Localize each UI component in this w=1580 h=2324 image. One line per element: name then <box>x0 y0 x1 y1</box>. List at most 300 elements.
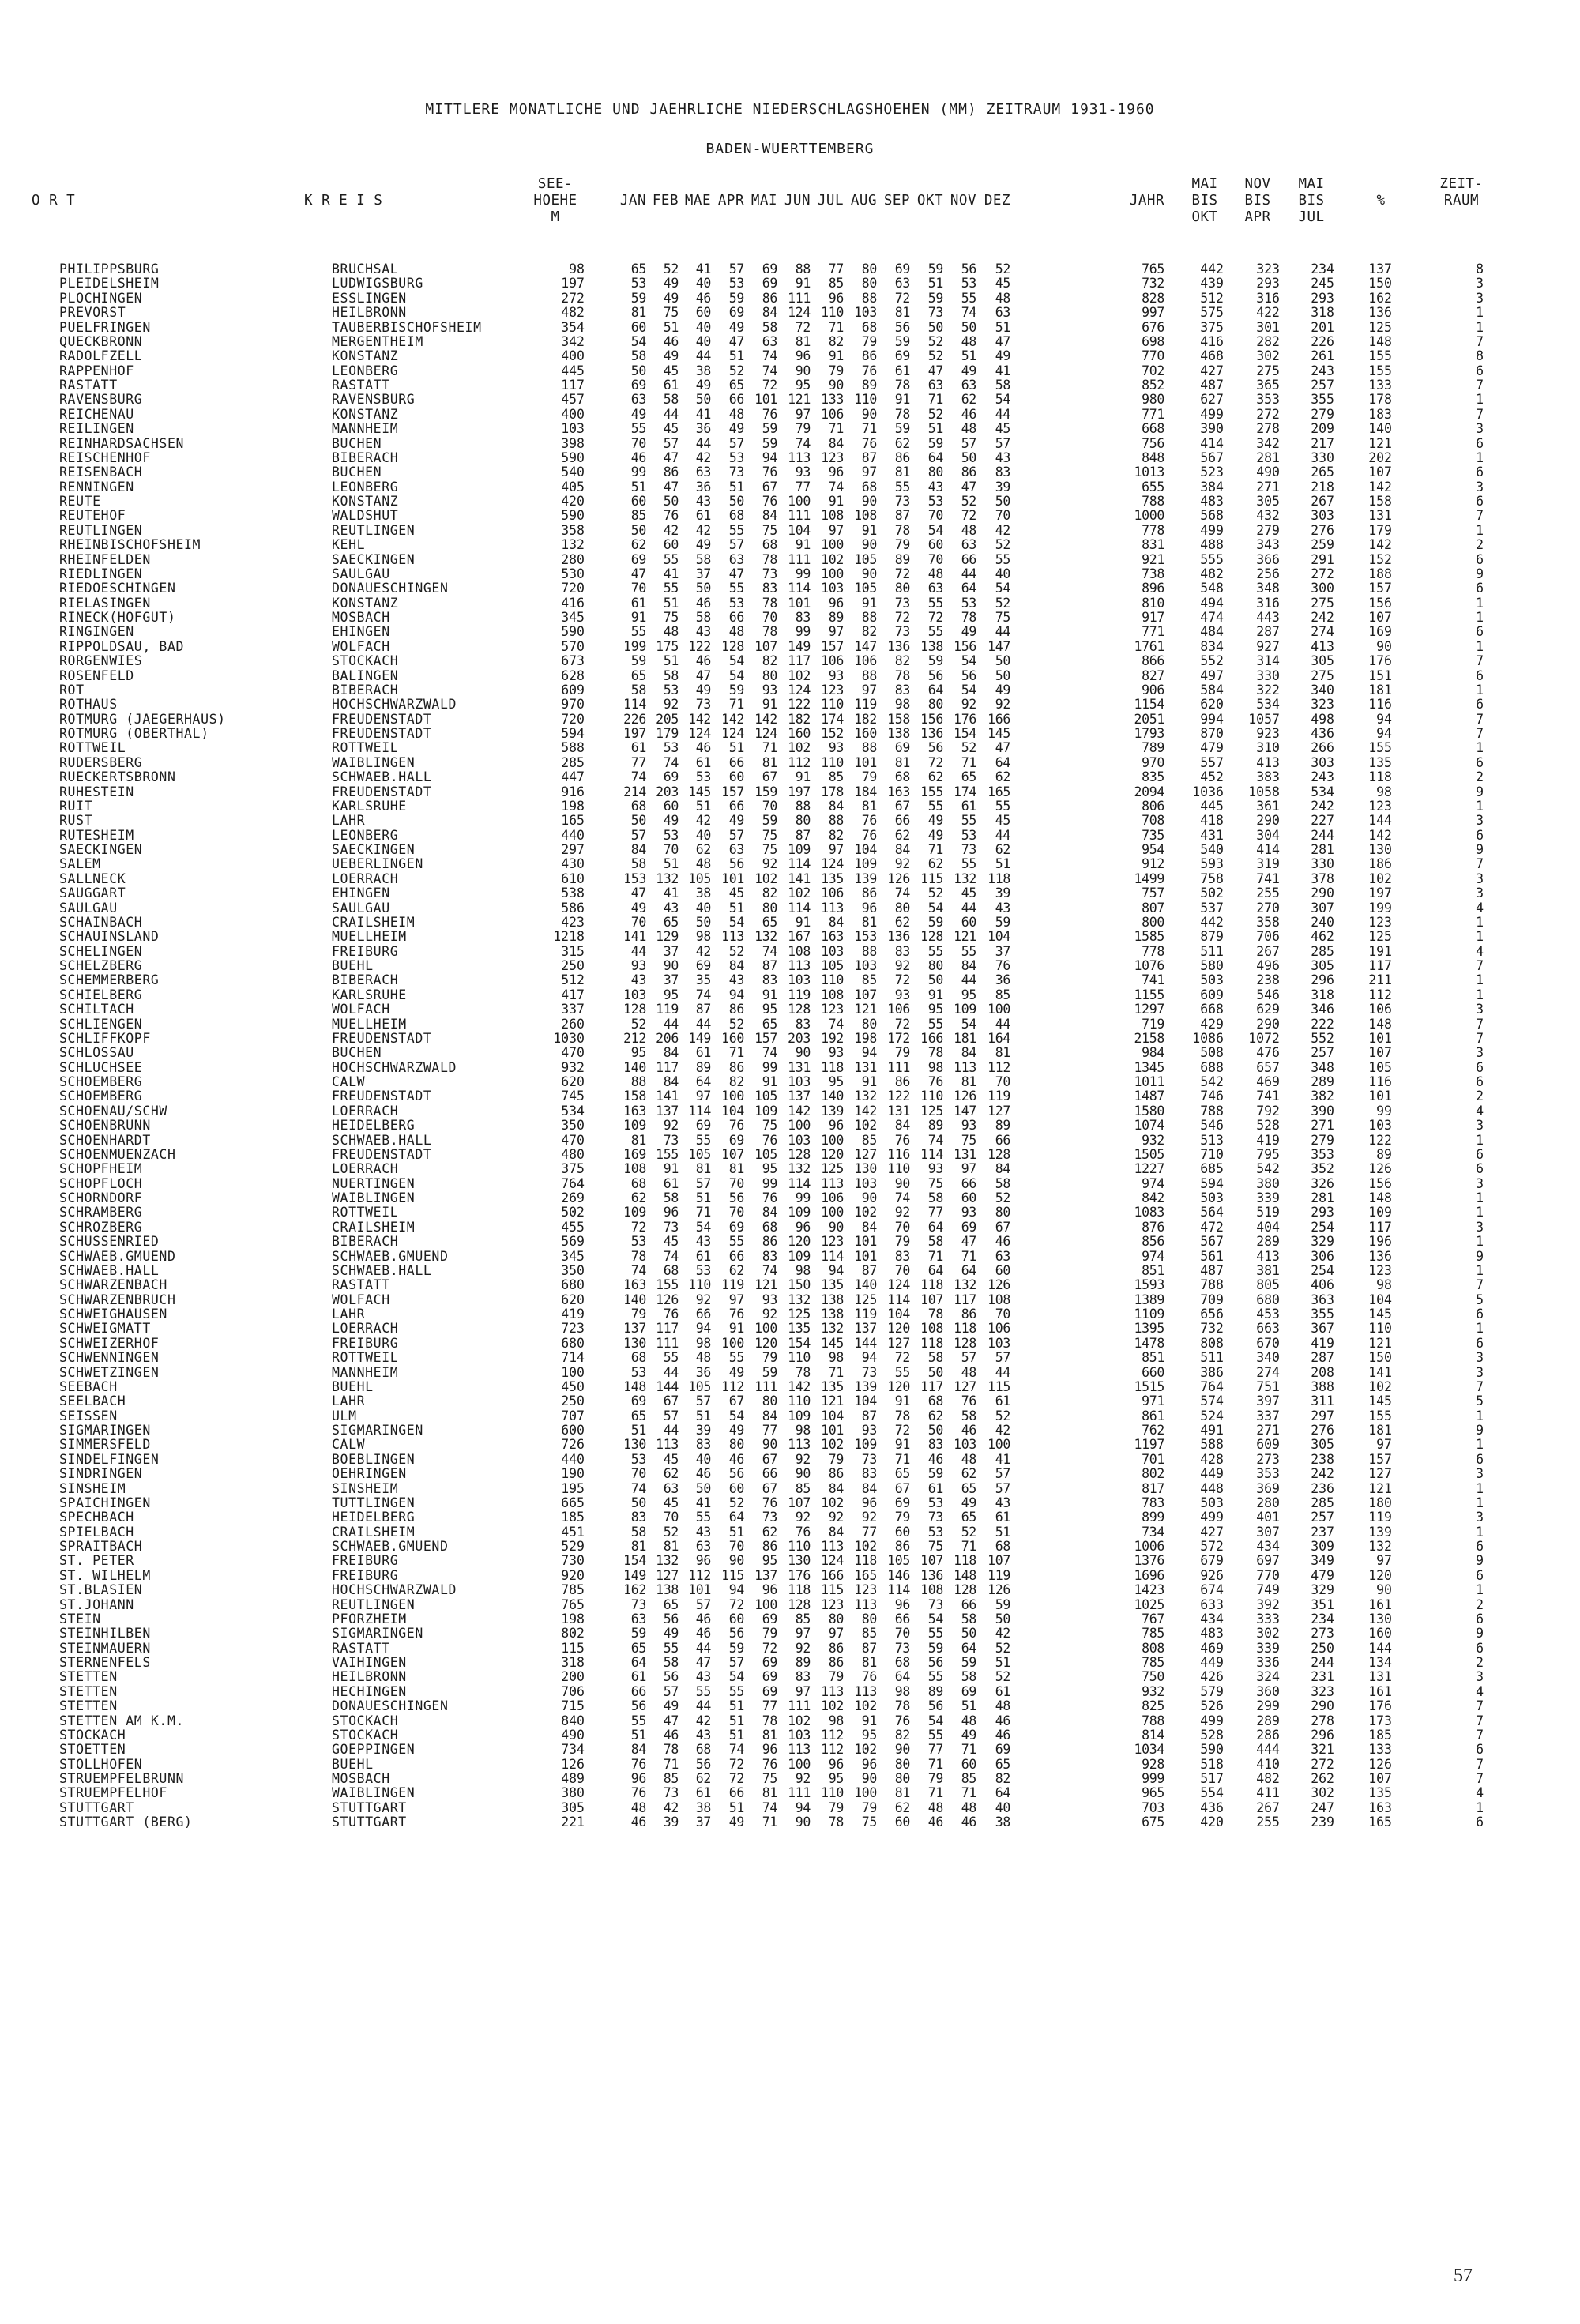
nov-apr-total: 316 <box>1256 595 1280 611</box>
monthly-value: 110 <box>821 1785 844 1801</box>
table-row <box>0 1337 1580 1351</box>
monthly-value: 51 <box>728 1713 744 1728</box>
monthly-value: 62 <box>927 769 943 785</box>
monthly-value: 58 <box>630 856 646 872</box>
station-name: STOETTEN <box>59 1742 126 1758</box>
monthly-value: 43 <box>728 972 744 988</box>
percent-value: 121 <box>1368 435 1392 451</box>
may-jul-total: 208 <box>1311 1364 1334 1380</box>
monthly-value: 62 <box>695 1771 711 1786</box>
percent-value: 112 <box>1368 987 1392 1002</box>
district-name: EHINGEN <box>332 886 390 901</box>
monthly-value: 76 <box>795 1524 811 1540</box>
monthly-value: 71 <box>728 1045 744 1061</box>
nov-apr-total: 304 <box>1256 827 1280 843</box>
table-row <box>0 465 1580 479</box>
monthly-value: 48 <box>961 522 976 538</box>
may-oct-total: 513 <box>1200 1132 1224 1148</box>
monthly-value: 71 <box>927 1248 943 1264</box>
may-jul-total: 276 <box>1311 522 1334 538</box>
annual-total: 912 <box>1142 856 1164 872</box>
monthly-value: 92 <box>795 1771 811 1786</box>
elevation: 590 <box>561 449 585 465</box>
elevation: 609 <box>561 682 585 698</box>
monthly-value: 51 <box>728 900 744 916</box>
may-jul-total: 306 <box>1311 1248 1334 1264</box>
monthly-value: 149 <box>623 1567 646 1583</box>
monthly-value: 99 <box>762 1175 777 1191</box>
period-code: 1 <box>1476 740 1484 756</box>
monthly-value: 86 <box>894 1539 910 1554</box>
monthly-value: 68 <box>728 508 744 524</box>
monthly-value: 79 <box>861 769 877 785</box>
elevation: 529 <box>561 1539 585 1554</box>
monthly-value: 63 <box>961 537 976 553</box>
monthly-value: 51 <box>630 1727 646 1743</box>
nov-apr-total: 323 <box>1256 261 1280 276</box>
district-name: BIBERACH <box>332 1234 399 1250</box>
monthly-value: 76 <box>630 1785 646 1801</box>
annual-total: 770 <box>1142 348 1164 364</box>
monthly-value: 86 <box>762 1539 777 1554</box>
elevation: 570 <box>561 638 585 654</box>
monthly-value: 64 <box>695 1074 711 1089</box>
annual-total: 738 <box>1142 566 1164 581</box>
monthly-value: 105 <box>854 581 877 596</box>
station-name: SCHLIENGEN <box>59 1016 143 1032</box>
monthly-value: 92 <box>995 697 1010 713</box>
monthly-value: 59 <box>630 290 646 306</box>
monthly-value: 61 <box>630 1669 646 1685</box>
elevation: 588 <box>561 740 585 756</box>
period-code: 8 <box>1476 348 1484 364</box>
elevation: 358 <box>561 522 585 538</box>
monthly-value: 83 <box>894 1248 910 1264</box>
elevation: 673 <box>561 653 585 669</box>
monthly-value: 74 <box>663 754 679 770</box>
district-name: DONAUESCHINGEN <box>332 581 449 596</box>
may-jul-total: 323 <box>1311 1683 1334 1699</box>
table-row <box>0 1017 1580 1032</box>
annual-total: 921 <box>1142 551 1164 567</box>
period-code: 2 <box>1476 769 1484 785</box>
monthly-value: 70 <box>762 798 777 814</box>
monthly-value: 102 <box>754 871 777 886</box>
annual-total: 1696 <box>1134 1567 1164 1583</box>
monthly-value: 72 <box>894 1423 910 1438</box>
may-oct-total: 588 <box>1200 1437 1224 1453</box>
monthly-value: 66 <box>728 1785 744 1801</box>
station-name: RAPPENHOF <box>59 363 134 378</box>
monthly-value: 83 <box>995 464 1010 480</box>
monthly-value: 83 <box>795 1669 811 1685</box>
monthly-value: 53 <box>961 595 976 611</box>
monthly-value: 102 <box>854 1539 877 1554</box>
annual-total: 876 <box>1142 1219 1164 1235</box>
monthly-value: 58 <box>663 1655 679 1670</box>
elevation: 315 <box>561 943 585 959</box>
monthly-value: 80 <box>861 1016 877 1032</box>
monthly-value: 60 <box>961 914 976 930</box>
monthly-value: 36 <box>695 421 711 437</box>
monthly-value: 99 <box>630 464 646 480</box>
nov-apr-total: 316 <box>1256 290 1280 306</box>
monthly-value: 97 <box>695 1089 711 1104</box>
monthly-value: 84 <box>861 1480 877 1496</box>
monthly-value: 142 <box>788 1103 811 1119</box>
monthly-value: 61 <box>695 1045 711 1061</box>
monthly-value: 56 <box>728 856 744 872</box>
elevation: 707 <box>561 1408 585 1423</box>
monthly-value: 137 <box>854 1321 877 1337</box>
monthly-value: 72 <box>762 1640 777 1656</box>
monthly-value: 59 <box>762 421 777 437</box>
nov-apr-total: 414 <box>1256 842 1280 857</box>
monthly-value: 69 <box>695 958 711 973</box>
table-row <box>0 857 1580 871</box>
monthly-value: 73 <box>861 1364 877 1380</box>
monthly-value: 93 <box>630 958 646 973</box>
monthly-value: 55 <box>695 1132 711 1148</box>
period-code: 1 <box>1476 1582 1484 1598</box>
monthly-value: 113 <box>656 1437 679 1453</box>
monthly-value: 69 <box>762 1655 777 1670</box>
table-row <box>0 1366 1580 1380</box>
annual-total: 866 <box>1142 653 1164 669</box>
monthly-value: 60 <box>663 798 679 814</box>
monthly-value: 70 <box>630 1466 646 1482</box>
monthly-value: 118 <box>954 1321 976 1337</box>
monthly-value: 64 <box>961 581 976 596</box>
monthly-value: 46 <box>695 595 711 611</box>
monthly-value: 100 <box>788 1118 811 1134</box>
may-jul-total: 353 <box>1311 1146 1334 1162</box>
elevation: 190 <box>561 1466 585 1482</box>
monthly-value: 46 <box>995 1713 1010 1728</box>
monthly-value: 60 <box>961 1756 976 1772</box>
monthly-value: 51 <box>728 1727 744 1743</box>
monthly-value: 65 <box>995 1756 1010 1772</box>
station-name: SCHWARZENBACH <box>59 1277 167 1293</box>
may-oct-total: 483 <box>1200 494 1224 509</box>
monthly-value: 81 <box>663 1539 679 1554</box>
table-row <box>0 988 1580 1002</box>
period-code: 1 <box>1476 1437 1484 1453</box>
annual-total: 788 <box>1142 494 1164 509</box>
monthly-value: 55 <box>961 943 976 959</box>
percent-value: 127 <box>1368 1466 1392 1482</box>
monthly-value: 55 <box>663 1640 679 1656</box>
monthly-value: 54 <box>961 653 976 669</box>
monthly-value: 52 <box>995 1669 1010 1685</box>
monthly-value: 84 <box>961 958 976 973</box>
monthly-value: 66 <box>695 1307 711 1322</box>
monthly-value: 163 <box>887 784 910 799</box>
monthly-value: 107 <box>754 638 777 654</box>
elevation: 165 <box>561 813 585 829</box>
monthly-value: 83 <box>894 682 910 698</box>
monthly-value: 43 <box>995 449 1010 465</box>
percent-value: 185 <box>1368 1727 1392 1743</box>
monthly-value: 176 <box>954 711 976 727</box>
monthly-value: 84 <box>828 1524 844 1540</box>
monthly-value: 115 <box>920 871 943 886</box>
monthly-value: 84 <box>828 1480 844 1496</box>
monthly-value: 175 <box>656 638 679 654</box>
elevation: 540 <box>561 464 585 480</box>
monthly-value: 78 <box>663 1742 679 1758</box>
monthly-value: 101 <box>854 1234 877 1250</box>
monthly-value: 132 <box>754 929 777 945</box>
elevation: 103 <box>561 421 585 437</box>
monthly-value: 46 <box>961 406 976 422</box>
monthly-value: 91 <box>728 1321 744 1337</box>
monthly-value: 96 <box>861 900 877 916</box>
monthly-value: 66 <box>728 392 744 408</box>
monthly-value: 61 <box>995 1393 1010 1409</box>
percent-value: 121 <box>1368 1335 1392 1351</box>
monthly-value: 82 <box>894 1727 910 1743</box>
monthly-value: 70 <box>762 610 777 625</box>
monthly-value: 96 <box>828 1756 844 1772</box>
nov-apr-total: 278 <box>1256 421 1280 437</box>
station-name: PLEIDELSHEIM <box>59 276 160 291</box>
monthly-value: 44 <box>961 566 976 581</box>
monthly-value: 142 <box>688 711 711 727</box>
monthly-value: 92 <box>762 856 777 872</box>
table-row <box>0 1438 1580 1452</box>
period-code: 7 <box>1476 958 1484 973</box>
elevation: 221 <box>561 1814 585 1830</box>
monthly-value: 155 <box>656 1146 679 1162</box>
may-jul-total: 321 <box>1311 1742 1334 1758</box>
monthly-value: 84 <box>663 1045 679 1061</box>
monthly-value: 47 <box>927 363 943 378</box>
table-row <box>0 378 1580 393</box>
elevation: 398 <box>561 435 585 451</box>
monthly-value: 59 <box>894 421 910 437</box>
annual-total: 765 <box>1142 261 1164 276</box>
nov-apr-total: 339 <box>1256 1190 1280 1205</box>
monthly-value: 56 <box>728 1626 744 1641</box>
may-jul-total: 436 <box>1311 726 1334 741</box>
monthly-value: 47 <box>663 449 679 465</box>
period-code: 3 <box>1476 886 1484 901</box>
monthly-value: 42 <box>695 813 711 829</box>
monthly-value: 68 <box>762 1219 777 1235</box>
period-code: 3 <box>1476 1669 1484 1685</box>
district-name: SCHWAEB.HALL <box>332 769 432 785</box>
monthly-value: 106 <box>887 1002 910 1017</box>
monthly-value: 41 <box>695 1495 711 1510</box>
monthly-value: 65 <box>630 667 646 683</box>
table-row <box>0 1293 1580 1307</box>
monthly-value: 74 <box>762 1045 777 1061</box>
period-code: 9 <box>1476 1553 1484 1569</box>
period-code: 3 <box>1476 276 1484 291</box>
monthly-value: 52 <box>961 1524 976 1540</box>
nov-apr-total: 302 <box>1256 1626 1280 1641</box>
nov-apr-total: 434 <box>1256 1539 1280 1554</box>
district-name: BALINGEN <box>332 667 399 683</box>
district-name: LEONBERG <box>332 479 399 495</box>
monthly-value: 135 <box>788 1321 811 1337</box>
monthly-value: 78 <box>894 378 910 393</box>
table-row <box>0 596 1580 611</box>
monthly-value: 91 <box>894 392 910 408</box>
monthly-value: 43 <box>695 1524 711 1540</box>
monthly-value: 155 <box>920 784 943 799</box>
table-row <box>0 1714 1580 1728</box>
monthly-value: 49 <box>728 1423 744 1438</box>
monthly-value: 44 <box>695 1640 711 1656</box>
monthly-value: 55 <box>961 856 976 872</box>
elevation: 1218 <box>553 929 585 945</box>
monthly-value: 54 <box>728 653 744 669</box>
may-jul-total: 305 <box>1311 1437 1334 1453</box>
may-oct-total: 555 <box>1200 551 1224 567</box>
monthly-value: 91 <box>894 1393 910 1409</box>
monthly-value: 43 <box>695 1669 711 1685</box>
monthly-value: 79 <box>894 1510 910 1525</box>
percent-value: 131 <box>1368 508 1392 524</box>
monthly-value: 54 <box>927 522 943 538</box>
monthly-value: 69 <box>762 1683 777 1699</box>
monthly-value: 76 <box>728 1118 744 1134</box>
monthly-value: 128 <box>788 1146 811 1162</box>
monthly-value: 120 <box>887 1321 910 1337</box>
elevation: 916 <box>561 784 585 799</box>
elevation: 714 <box>561 1350 585 1366</box>
monthly-value: 112 <box>821 1727 844 1743</box>
monthly-value: 54 <box>995 581 1010 596</box>
monthly-value: 80 <box>894 581 910 596</box>
monthly-value: 130 <box>623 1335 646 1351</box>
monthly-value: 130 <box>623 1437 646 1453</box>
annual-total: 1376 <box>1134 1553 1164 1569</box>
percent-value: 162 <box>1368 290 1392 306</box>
monthly-value: 140 <box>623 1059 646 1075</box>
monthly-value: 154 <box>954 726 976 741</box>
monthly-value: 69 <box>961 1219 976 1235</box>
station-name: SCHLOSSAU <box>59 1045 134 1061</box>
may-oct-total: 808 <box>1200 1335 1224 1351</box>
monthly-value: 64 <box>961 1640 976 1656</box>
nov-apr-total: 353 <box>1256 392 1280 408</box>
period-code: 6 <box>1476 827 1484 843</box>
monthly-value: 80 <box>762 900 777 916</box>
monthly-value: 86 <box>961 464 976 480</box>
monthly-value: 98 <box>894 697 910 713</box>
monthly-value: 75 <box>995 610 1010 625</box>
monthly-value: 121 <box>854 1002 877 1017</box>
station-name: SCHOENMUENZACH <box>59 1146 176 1162</box>
monthly-value: 87 <box>695 1002 711 1017</box>
annual-total: 807 <box>1142 900 1164 916</box>
table-row <box>0 1496 1580 1510</box>
may-jul-total: 244 <box>1311 827 1334 843</box>
monthly-value: 128 <box>920 929 943 945</box>
monthly-value: 110 <box>788 1350 811 1366</box>
monthly-value: 198 <box>854 1030 877 1046</box>
may-jul-total: 406 <box>1311 1277 1334 1293</box>
percent-value: 136 <box>1368 1248 1392 1264</box>
may-jul-total: 346 <box>1311 1002 1334 1017</box>
annual-total: 2158 <box>1134 1030 1164 1046</box>
period-code: 6 <box>1476 1567 1484 1583</box>
monthly-value: 50 <box>695 914 711 930</box>
table-row <box>0 916 1580 930</box>
period-code: 1 <box>1476 1408 1484 1423</box>
station-name: SCHOENBRUNN <box>59 1118 151 1134</box>
monthly-value: 60 <box>894 1524 910 1540</box>
monthly-value: 101 <box>721 871 744 886</box>
monthly-value: 44 <box>961 900 976 916</box>
may-jul-total: 378 <box>1311 871 1334 886</box>
nov-apr-total: 476 <box>1256 1045 1280 1061</box>
may-jul-total: 330 <box>1311 856 1334 872</box>
monthly-value: 73 <box>927 1510 943 1525</box>
monthly-value: 79 <box>861 333 877 349</box>
monthly-value: 78 <box>927 1307 943 1322</box>
monthly-value: 51 <box>927 421 943 437</box>
station-name: SALEM <box>59 856 101 872</box>
may-jul-total: 287 <box>1311 1350 1334 1366</box>
annual-total: 835 <box>1142 769 1164 785</box>
station-name: RASTATT <box>59 378 118 393</box>
monthly-value: 150 <box>788 1277 811 1293</box>
table-row <box>0 306 1580 320</box>
table-row <box>0 973 1580 987</box>
may-oct-total: 487 <box>1200 378 1224 393</box>
monthly-value: 49 <box>927 827 943 843</box>
monthly-value: 56 <box>927 1655 943 1670</box>
monthly-value: 103 <box>788 1074 811 1089</box>
may-jul-total: 238 <box>1311 1451 1334 1467</box>
monthly-value: 127 <box>854 1146 877 1162</box>
monthly-value: 73 <box>927 305 943 321</box>
monthly-value: 89 <box>695 1059 711 1075</box>
monthly-value: 73 <box>894 1640 910 1656</box>
table-row <box>0 1815 1580 1829</box>
monthly-value: 58 <box>630 682 646 698</box>
monthly-value: 54 <box>728 1408 744 1423</box>
monthly-value: 86 <box>663 464 679 480</box>
monthly-value: 65 <box>762 914 777 930</box>
district-name: BOEBLINGEN <box>332 1451 416 1467</box>
monthly-value: 49 <box>663 276 679 291</box>
monthly-value: 69 <box>894 1495 910 1510</box>
table-row <box>0 1699 1580 1713</box>
district-name: ULM <box>332 1408 357 1423</box>
elevation: 586 <box>561 900 585 916</box>
station-name: RIELASINGEN <box>59 595 151 611</box>
monthly-value: 89 <box>795 1655 811 1670</box>
may-oct-total: 575 <box>1200 305 1224 321</box>
monthly-value: 64 <box>995 754 1010 770</box>
monthly-value: 72 <box>795 319 811 335</box>
monthly-value: 117 <box>920 1378 943 1394</box>
monthly-value: 73 <box>695 697 711 713</box>
monthly-value: 41 <box>995 1451 1010 1467</box>
monthly-value: 68 <box>663 1262 679 1278</box>
period-code: 6 <box>1476 1146 1484 1162</box>
may-oct-total: 445 <box>1200 798 1224 814</box>
monthly-value: 102 <box>788 740 811 756</box>
district-name: MERGENTHEIM <box>332 333 423 349</box>
monthly-value: 132 <box>788 1161 811 1177</box>
may-oct-total: 656 <box>1200 1307 1224 1322</box>
